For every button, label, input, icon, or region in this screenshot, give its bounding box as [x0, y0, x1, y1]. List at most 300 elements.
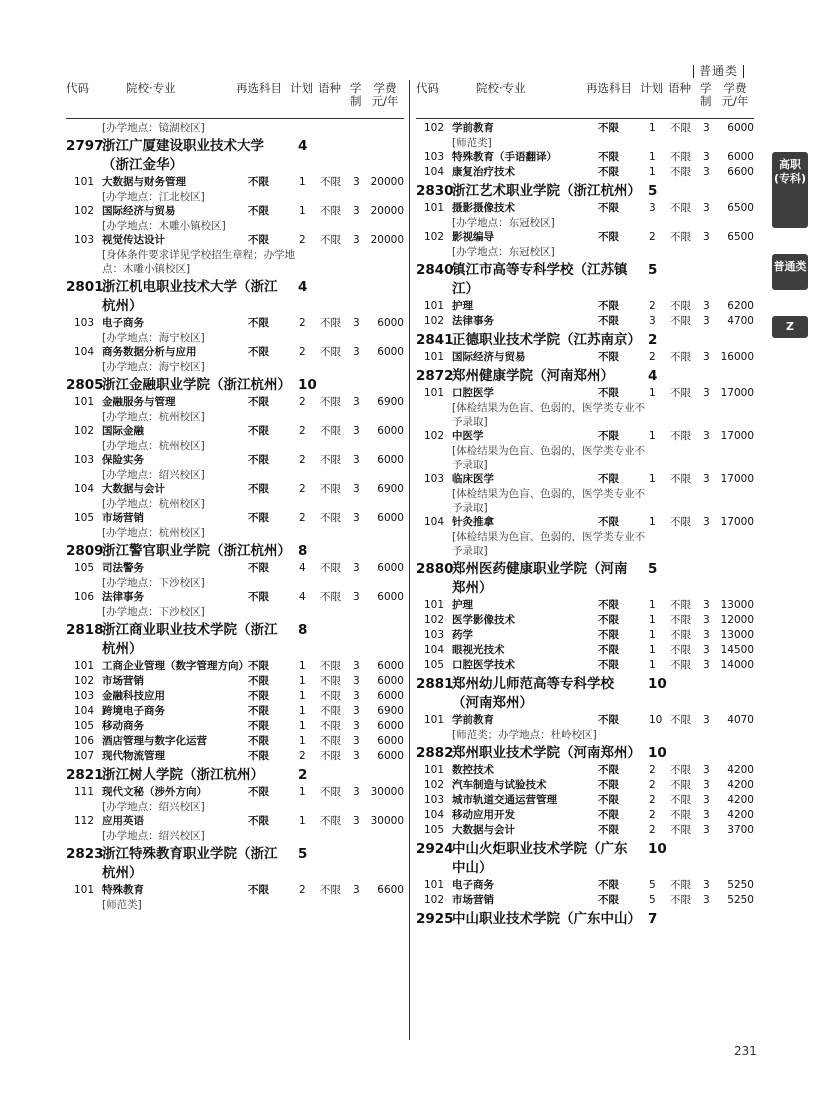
major-plan: 1	[649, 516, 656, 528]
major-fee: 6500	[727, 202, 754, 214]
school-plan: 10	[298, 377, 317, 393]
major-note: [办学地点：下沙校区]	[102, 577, 205, 589]
major-name: 移动应用开发	[452, 809, 515, 821]
major-note: [办学地点：海宁校区]	[102, 332, 205, 344]
major-plan: 1	[649, 387, 656, 399]
school-code: 2880	[416, 561, 454, 577]
major-name: 移动商务	[102, 720, 144, 732]
major-row	[66, 424, 404, 439]
major-code: 111	[74, 786, 95, 798]
major-name: 特殊教育（手语翻译）	[452, 151, 557, 163]
major-req: 不限	[598, 231, 619, 243]
major-plan: 4	[299, 591, 306, 603]
major-note: [办学地点：绍兴校区]	[102, 830, 205, 842]
major-name: 特殊教育	[102, 884, 144, 896]
major-name: 大数据与会计	[452, 824, 515, 836]
major-fee: 6500	[727, 231, 754, 243]
right-column	[416, 80, 754, 929]
major-years: 3	[703, 644, 710, 656]
major-req: 不限	[598, 779, 619, 791]
major-years: 3	[353, 346, 360, 358]
major-lang: 不限	[670, 387, 691, 399]
major-code: 103	[74, 454, 95, 466]
major-plan: 1	[299, 735, 306, 747]
major-plan: 2	[649, 351, 656, 363]
major-name: 护理	[452, 300, 473, 312]
major-req: 不限	[248, 591, 269, 603]
major-years: 3	[703, 824, 710, 836]
major-years: 3	[703, 202, 710, 214]
major-row	[66, 233, 404, 248]
major-name: 大数据与财务管理	[102, 176, 186, 188]
major-plan: 1	[299, 705, 306, 717]
school-code: 2805	[66, 377, 104, 393]
category-tag	[688, 62, 749, 79]
major-code: 101	[424, 351, 445, 363]
major-code: 102	[74, 205, 95, 217]
major-plan: 2	[299, 425, 306, 437]
major-plan: 2	[649, 300, 656, 312]
table-header	[416, 80, 754, 119]
major-lang: 不限	[670, 794, 691, 806]
major-row	[416, 893, 754, 908]
major-code: 101	[424, 300, 445, 312]
major-years: 3	[353, 454, 360, 466]
major-name: 城市轨道交通运营管理	[452, 794, 557, 806]
major-years: 3	[353, 317, 360, 329]
major-fee: 14500	[720, 644, 754, 656]
major-years: 3	[353, 720, 360, 732]
school-code: 2881	[416, 676, 454, 692]
major-plan: 1	[649, 122, 656, 134]
school-name: 浙江艺术职业学院（浙江杭州）	[452, 183, 641, 199]
left-rows	[66, 121, 404, 912]
major-code: 103	[424, 794, 445, 806]
major-lang: 不限	[670, 879, 691, 891]
major-years: 3	[703, 315, 710, 327]
major-lang: 不限	[320, 454, 341, 466]
school-code: 2882	[416, 745, 454, 761]
header-fee: 学费元/年	[721, 81, 749, 108]
major-note: [体检结果为色盲、色弱的，医学类专业不予录取]	[452, 488, 646, 514]
major-note: [办学地点：绍兴校区]	[102, 801, 205, 813]
school-row	[66, 845, 404, 883]
major-fee: 6900	[377, 396, 404, 408]
major-years: 3	[353, 786, 360, 798]
major-code: 105	[74, 512, 95, 524]
major-fee: 6900	[377, 483, 404, 495]
major-name: 工商企业管理（数字管理方向）	[102, 660, 249, 672]
major-lang: 不限	[670, 430, 691, 442]
major-code: 105	[74, 720, 95, 732]
major-note: [办学地点：江北校区]	[102, 191, 205, 203]
major-req: 不限	[598, 300, 619, 312]
major-fee: 6000	[377, 735, 404, 747]
major-name: 保险实务	[102, 454, 144, 466]
major-note: [办学地点：杭州校区]	[102, 411, 205, 423]
major-code: 106	[74, 591, 95, 603]
school-row	[416, 182, 754, 201]
major-name: 康复治疗技术	[452, 166, 515, 178]
school-plan: 5	[648, 561, 658, 577]
major-plan: 2	[649, 779, 656, 791]
school-row	[416, 560, 754, 598]
major-note: [办学地点：木雕小镇校区]	[102, 220, 226, 232]
school-plan: 4	[648, 368, 658, 384]
major-name: 市场营销	[102, 512, 144, 524]
major-row	[416, 201, 754, 216]
major-lang: 不限	[320, 750, 341, 762]
major-code: 104	[74, 483, 95, 495]
major-fee: 6000	[377, 317, 404, 329]
major-code: 101	[424, 202, 445, 214]
page-number: 231	[734, 1044, 757, 1058]
header-years: 学制	[350, 81, 362, 108]
major-lang: 不限	[320, 317, 341, 329]
major-code: 103	[424, 629, 445, 641]
major-plan: 1	[299, 690, 306, 702]
major-req: 不限	[248, 735, 269, 747]
major-row	[416, 643, 754, 658]
major-row	[66, 689, 404, 704]
major-name: 商务数据分析与应用	[102, 346, 197, 358]
major-name: 电子商务	[452, 879, 494, 891]
major-req: 不限	[598, 894, 619, 906]
header-plan: 计划	[640, 81, 663, 95]
major-lang: 不限	[670, 473, 691, 485]
school-name: 浙江机电职业技术大学（浙江杭州）	[102, 279, 278, 314]
major-row	[416, 713, 754, 728]
school-name: 浙江广厦建设职业技术大学（浙江金华）	[102, 138, 264, 173]
major-plan: 3	[649, 202, 656, 214]
major-code: 101	[424, 714, 445, 726]
major-req: 不限	[598, 809, 619, 821]
major-row	[416, 598, 754, 613]
major-fee: 6000	[377, 454, 404, 466]
major-code: 103	[424, 473, 445, 485]
major-years: 3	[353, 591, 360, 603]
major-lang: 不限	[320, 675, 341, 687]
major-code: 104	[74, 346, 95, 358]
major-name: 学前教育	[452, 122, 494, 134]
major-req: 不限	[598, 315, 619, 327]
major-plan: 1	[649, 644, 656, 656]
major-years: 3	[703, 614, 710, 626]
major-plan: 1	[649, 629, 656, 641]
major-years: 3	[703, 166, 710, 178]
major-name: 国际经济与贸易	[102, 205, 176, 217]
major-name: 市场营销	[102, 675, 144, 687]
major-fee: 13000	[720, 599, 754, 611]
major-plan: 1	[649, 659, 656, 671]
major-fee: 20000	[370, 176, 404, 188]
major-req: 不限	[248, 205, 269, 217]
major-req: 不限	[598, 351, 619, 363]
major-req: 不限	[248, 660, 269, 672]
major-row	[66, 704, 404, 719]
major-plan: 1	[649, 430, 656, 442]
major-lang: 不限	[670, 824, 691, 836]
major-lang: 不限	[670, 122, 691, 134]
major-years: 3	[353, 660, 360, 672]
school-plan: 7	[648, 911, 658, 927]
major-years: 3	[703, 300, 710, 312]
major-fee: 4700	[727, 315, 754, 327]
major-lang: 不限	[670, 614, 691, 626]
major-req: 不限	[248, 675, 269, 687]
major-fee: 6000	[377, 675, 404, 687]
major-code: 103	[74, 690, 95, 702]
major-req: 不限	[598, 473, 619, 485]
major-lang: 不限	[320, 786, 341, 798]
major-fee: 4200	[727, 809, 754, 821]
major-name: 护理	[452, 599, 473, 611]
school-name: 郑州职业技术学院（河南郑州）	[452, 745, 641, 761]
major-fee: 6000	[377, 562, 404, 574]
header-years: 学制	[700, 81, 712, 108]
major-fee: 20000	[370, 234, 404, 246]
major-plan: 1	[649, 166, 656, 178]
major-years: 3	[703, 794, 710, 806]
major-req: 不限	[248, 176, 269, 188]
major-name: 临床医学	[452, 473, 494, 485]
major-fee: 4200	[727, 764, 754, 776]
header-code: 代码	[416, 81, 439, 95]
header-fee: 学费元/年	[371, 81, 399, 108]
major-name: 国际经济与贸易	[452, 351, 526, 363]
header-school-major: 院校·专业	[126, 81, 176, 95]
major-plan: 1	[299, 660, 306, 672]
header-school-major: 院校·专业	[476, 81, 526, 95]
major-fee: 4070	[727, 714, 754, 726]
major-plan: 1	[299, 675, 306, 687]
major-plan: 1	[299, 786, 306, 798]
major-code: 104	[424, 166, 445, 178]
major-req: 不限	[598, 714, 619, 726]
major-name: 摄影摄像技术	[452, 202, 515, 214]
major-lang: 不限	[670, 300, 691, 312]
major-code: 102	[424, 315, 445, 327]
major-years: 3	[703, 629, 710, 641]
major-row	[66, 561, 404, 576]
major-name: 视觉传达设计	[102, 234, 165, 246]
major-req: 不限	[248, 512, 269, 524]
major-name: 眼视光技术	[452, 644, 505, 656]
major-fee: 6600	[377, 884, 404, 896]
school-code: 2872	[416, 368, 454, 384]
school-row	[66, 376, 404, 395]
major-years: 3	[703, 351, 710, 363]
major-years: 3	[703, 231, 710, 243]
school-row	[66, 766, 404, 785]
major-row	[66, 175, 404, 190]
major-row	[66, 719, 404, 734]
major-row	[66, 785, 404, 800]
major-row	[66, 674, 404, 689]
major-row	[66, 482, 404, 497]
major-lang: 不限	[670, 231, 691, 243]
major-lang: 不限	[670, 644, 691, 656]
major-lang: 不限	[670, 166, 691, 178]
header-code: 代码	[66, 81, 89, 95]
major-req: 不限	[598, 387, 619, 399]
major-req: 不限	[248, 483, 269, 495]
major-name: 现代文秘（涉外方向）	[102, 786, 207, 798]
school-plan: 5	[298, 846, 308, 862]
major-fee: 6000	[377, 591, 404, 603]
major-fee: 30000	[370, 786, 404, 798]
major-code: 105	[424, 659, 445, 671]
major-lang: 不限	[670, 629, 691, 641]
major-plan: 2	[649, 809, 656, 821]
major-row	[66, 734, 404, 749]
major-req: 不限	[248, 562, 269, 574]
major-fee: 6000	[377, 750, 404, 762]
major-note: [办学地点：东冠校区]	[452, 246, 555, 258]
major-name: 市场营销	[452, 894, 494, 906]
major-name: 口腔医学技术	[452, 659, 515, 671]
school-plan: 10	[648, 676, 667, 692]
major-row	[66, 883, 404, 898]
major-row	[416, 350, 754, 365]
major-name: 国际金融	[102, 425, 144, 437]
major-years: 3	[353, 705, 360, 717]
major-lang: 不限	[320, 562, 341, 574]
side-tabs	[772, 152, 808, 364]
major-years: 3	[353, 396, 360, 408]
major-lang: 不限	[670, 764, 691, 776]
major-row	[66, 395, 404, 410]
major-name: 司法警务	[102, 562, 144, 574]
major-code: 102	[424, 430, 445, 442]
major-code: 104	[424, 644, 445, 656]
major-name: 大数据与会计	[102, 483, 165, 495]
major-name: 金融科技应用	[102, 690, 165, 702]
major-years: 3	[353, 735, 360, 747]
tag-bar-right	[743, 65, 744, 78]
major-years: 3	[703, 473, 710, 485]
school-plan: 8	[298, 622, 308, 638]
major-years: 3	[703, 779, 710, 791]
school-name: 浙江特殊教育职业学院（浙江杭州）	[102, 846, 278, 881]
major-name: 金融服务与管理	[102, 396, 176, 408]
major-years: 3	[353, 176, 360, 188]
major-req: 不限	[598, 599, 619, 611]
major-fee: 4200	[727, 794, 754, 806]
major-years: 3	[703, 659, 710, 671]
major-row	[416, 121, 754, 136]
major-lang: 不限	[320, 176, 341, 188]
school-row	[416, 675, 754, 713]
major-fee: 17000	[720, 387, 754, 399]
major-name: 法律事务	[102, 591, 144, 603]
major-years: 3	[703, 430, 710, 442]
major-row	[416, 150, 754, 165]
major-note: [办学地点：东冠校区]	[452, 217, 555, 229]
school-name: 浙江树人学院（浙江杭州）	[102, 767, 264, 783]
major-lang: 不限	[320, 346, 341, 358]
major-years: 3	[703, 894, 710, 906]
major-lang: 不限	[320, 735, 341, 747]
major-years: 3	[353, 483, 360, 495]
major-plan: 2	[299, 512, 306, 524]
major-code: 102	[424, 614, 445, 626]
major-fee: 6000	[727, 122, 754, 134]
major-code: 105	[74, 562, 95, 574]
major-years: 3	[353, 425, 360, 437]
major-years: 3	[703, 387, 710, 399]
school-code: 2925	[416, 911, 454, 927]
school-plan: 2	[648, 332, 658, 348]
major-row	[66, 511, 404, 526]
major-lang: 不限	[320, 815, 341, 827]
school-row	[416, 744, 754, 763]
major-req: 不限	[248, 705, 269, 717]
major-req: 不限	[598, 166, 619, 178]
major-lang: 不限	[320, 720, 341, 732]
major-name: 汽车制造与试验技术	[452, 779, 547, 791]
major-lang: 不限	[320, 396, 341, 408]
school-code: 2823	[66, 846, 104, 862]
major-row	[416, 314, 754, 329]
major-years: 3	[703, 516, 710, 528]
major-note: [体检结果为色盲、色弱的，医学类专业不予录取]	[452, 531, 646, 557]
major-note: [身体条件要求详见学校招生章程；办学地点：木雕小镇校区]	[102, 249, 296, 275]
major-code: 103	[74, 317, 95, 329]
major-note: [师范类]	[452, 137, 492, 149]
major-plan: 2	[299, 884, 306, 896]
school-plan: 10	[648, 841, 667, 857]
school-name: 浙江金融职业学院（浙江杭州）	[102, 377, 291, 393]
major-req: 不限	[598, 516, 619, 528]
major-code: 104	[74, 705, 95, 717]
major-code: 106	[74, 735, 95, 747]
school-row	[66, 542, 404, 561]
school-row	[416, 261, 754, 299]
major-row	[416, 808, 754, 823]
major-fee: 6000	[377, 690, 404, 702]
major-lang: 不限	[670, 151, 691, 163]
major-years: 3	[353, 690, 360, 702]
major-name: 中医学	[452, 430, 484, 442]
major-lang: 不限	[320, 425, 341, 437]
major-note: [办学地点：绍兴校区]	[102, 469, 205, 481]
major-years: 3	[703, 764, 710, 776]
major-row	[416, 778, 754, 793]
major-fee: 17000	[720, 430, 754, 442]
school-code: 2821	[66, 767, 104, 783]
school-code: 2841	[416, 332, 454, 348]
school-name: 浙江警官职业学院（浙江杭州）	[102, 543, 291, 559]
major-plan: 1	[649, 151, 656, 163]
major-name: 医学影像技术	[452, 614, 515, 626]
major-row	[416, 763, 754, 778]
major-lang: 不限	[320, 884, 341, 896]
major-req: 不限	[248, 884, 269, 896]
school-plan: 5	[648, 183, 658, 199]
major-row	[66, 453, 404, 468]
major-plan: 2	[299, 317, 306, 329]
major-row	[416, 299, 754, 314]
major-row	[416, 628, 754, 643]
major-years: 3	[703, 879, 710, 891]
major-plan: 2	[649, 824, 656, 836]
table-header	[66, 80, 404, 119]
major-plan: 2	[299, 483, 306, 495]
major-req: 不限	[248, 346, 269, 358]
left-column	[66, 80, 404, 912]
major-lang: 不限	[320, 591, 341, 603]
